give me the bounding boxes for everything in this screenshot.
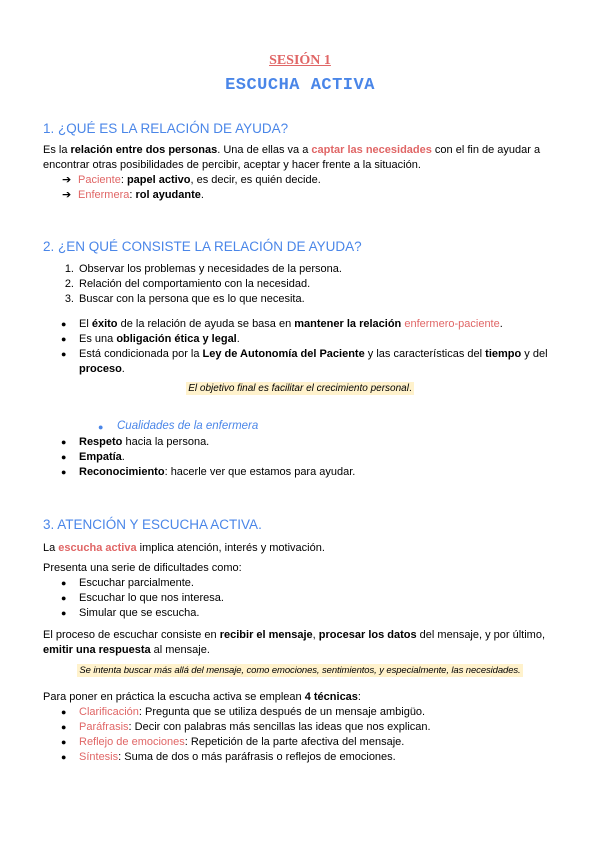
difficulty-item: Simular que se escucha. <box>79 607 200 619</box>
text: Para poner en práctica la escucha activa se emplean <box>43 691 305 703</box>
s2-bullet-ley <box>79 347 559 362</box>
text: implica atención, interés y motivación. <box>136 542 325 554</box>
s1-paragraph-line2: encontrar otras posibilidades de percibir, aceptar y hacer frente a la situación. <box>43 159 421 171</box>
s2-bullet-ley-line2 <box>79 362 559 377</box>
bold-text: procesar los datos <box>318 629 417 641</box>
s1-paragraph-line1 <box>43 143 558 158</box>
s3-paragraph-4 <box>43 690 558 705</box>
list-number: 1. <box>64 263 74 275</box>
text: La <box>43 542 59 554</box>
text: y las características del <box>364 348 486 360</box>
text: . <box>121 451 125 463</box>
bullet-icon: ● <box>61 319 67 329</box>
text: : Repetición de la parte afectiva del mensaje. <box>184 736 405 748</box>
bullet-icon: ● <box>61 722 67 732</box>
list-number: 3. <box>64 293 74 305</box>
bold-text: éxito <box>91 318 118 330</box>
text: : <box>120 174 127 186</box>
red-label: Paciente <box>78 174 121 186</box>
bold-text: obligación ética y legal <box>116 333 237 345</box>
text: El proceso de escuchar consiste en <box>43 629 220 641</box>
s3-paragraph-3-line1 <box>43 628 558 643</box>
text: : <box>357 691 361 703</box>
text: de la relación de ayuda se basa en <box>117 318 295 330</box>
session-label: SESIÓN 1 <box>269 53 331 68</box>
text: : Suma de dos o más paráfrasis o reflejos de emociones. <box>118 751 396 763</box>
text: : Decir con palabras más sencillas las ideas que nos explican. <box>128 721 431 733</box>
highlight-text: escucha activa <box>58 542 137 554</box>
bullet-icon: ● <box>61 578 67 588</box>
s2-highlight-row <box>0 381 600 396</box>
bullet-icon: ● <box>61 752 67 762</box>
s1-arrow-item-paciente <box>78 173 321 188</box>
s3-paragraph-2: Presenta una serie de dificultades como: <box>43 562 242 574</box>
technique-item <box>79 735 559 750</box>
text: . <box>499 318 503 330</box>
text: : Pregunta que se utiliza después de un mensaje ambigüo. <box>138 706 426 718</box>
text: . <box>408 383 412 394</box>
text: . Una de ellas va a <box>217 144 312 156</box>
bold-text: rol ayudante <box>135 189 201 201</box>
bold-text: papel activo <box>126 174 191 186</box>
text: : hacerle ver que estamos para ayudar. <box>164 466 356 478</box>
technique-item <box>79 705 559 720</box>
bullet-icon: ● <box>61 334 67 344</box>
bullet-icon: ● <box>61 707 67 717</box>
s2-bullet-obligacion <box>79 332 559 347</box>
highlighted-note: Se intenta buscar más allá del mensaje, como emociones, sentimientos, y especialmente, las necesidades. <box>79 665 521 676</box>
text: hacia la persona. <box>122 436 210 448</box>
text: . <box>236 333 240 345</box>
list-number: 2. <box>64 278 74 290</box>
text: : <box>129 189 136 201</box>
text: y del <box>521 348 548 360</box>
difficulty-item: Escuchar parcialmente. <box>79 577 194 589</box>
red-text: enfermero-paciente <box>404 318 500 330</box>
arrow-icon: ➔ <box>62 189 72 201</box>
page-title: ESCUCHA ACTIVA <box>225 76 375 95</box>
s3-highlight-row <box>0 663 600 678</box>
bullet-icon: ● <box>61 437 67 447</box>
text: con el fin de ayudar a <box>431 144 541 156</box>
section-2-heading: 2. ¿EN QUÉ CONSISTE LA RELACIÓN DE AYUDA? <box>43 239 362 254</box>
difficulty-item: Escuchar lo que nos interesa. <box>79 592 224 604</box>
s2-bullet-exito <box>79 317 559 332</box>
red-label: Enfermera <box>78 189 130 201</box>
bold-text: recibir el mensaje <box>219 629 313 641</box>
text: El <box>79 318 92 330</box>
text: . <box>121 363 125 375</box>
bold-text: Ley de Autonomía del Paciente <box>202 348 365 360</box>
s1-arrow-item-enfermera <box>78 188 204 203</box>
bold-text: Respeto <box>79 436 123 448</box>
text: . <box>200 189 204 201</box>
highlight-text: captar las necesidades <box>311 144 432 156</box>
text: El objetivo final es facilitar el crecimiento personal <box>188 383 409 394</box>
s3-paragraph-1 <box>43 541 558 556</box>
quality-item <box>79 465 559 480</box>
bold-text: 4 técnicas <box>304 691 358 703</box>
bold-text: Empatía <box>79 451 122 463</box>
red-label: Reflejo de emociones <box>79 736 185 748</box>
text: Está condicionada por la <box>79 348 203 360</box>
bullet-icon: ● <box>61 349 67 359</box>
bullet-icon: ● <box>61 452 67 462</box>
list-item: Relación del comportamiento con la necesidad. <box>79 278 311 290</box>
text: Es la <box>43 144 71 156</box>
technique-item <box>79 720 559 735</box>
quality-item <box>79 450 559 465</box>
bullet-icon: ● <box>61 467 67 477</box>
red-label: Paráfrasis <box>79 721 129 733</box>
s3-paragraph-3-line2 <box>43 643 558 658</box>
bullet-icon: ● <box>61 737 67 747</box>
highlighted-note <box>186 382 413 395</box>
bullet-icon: ● <box>61 608 67 618</box>
text: Es una <box>79 333 117 345</box>
bold-text: relación entre dos personas <box>70 144 218 156</box>
section-1-heading: 1. ¿QUÉ ES LA RELACIÓN DE AYUDA? <box>43 121 289 136</box>
text: del mensaje, y por último, <box>416 629 546 641</box>
list-item: Buscar con la persona que es lo que necesita. <box>79 293 305 305</box>
red-label: Clarificación <box>79 706 139 718</box>
technique-item <box>79 750 559 765</box>
quality-item <box>79 435 559 450</box>
text: al mensaje. <box>150 644 210 656</box>
text: , <box>312 629 319 641</box>
s2-subheading: Cualidades de la enfermera <box>117 420 259 432</box>
bold-text: tiempo <box>485 348 522 360</box>
section-3-heading: 3. ATENCIÓN Y ESCUCHA ACTIVA. <box>43 517 262 532</box>
bold-text: emitir una respuesta <box>43 644 151 656</box>
bold-text: mantener la relación <box>294 318 402 330</box>
bold-text: Reconocimiento <box>79 466 165 478</box>
text: , es decir, es quién decide. <box>190 174 321 186</box>
list-item: Observar los problemas y necesidades de la persona. <box>79 263 342 275</box>
arrow-icon: ➔ <box>62 174 72 186</box>
red-label: Síntesis <box>79 751 119 763</box>
bold-text: proceso <box>79 363 122 375</box>
sub-bullet-icon: ● <box>98 422 104 432</box>
bullet-icon: ● <box>61 593 67 603</box>
